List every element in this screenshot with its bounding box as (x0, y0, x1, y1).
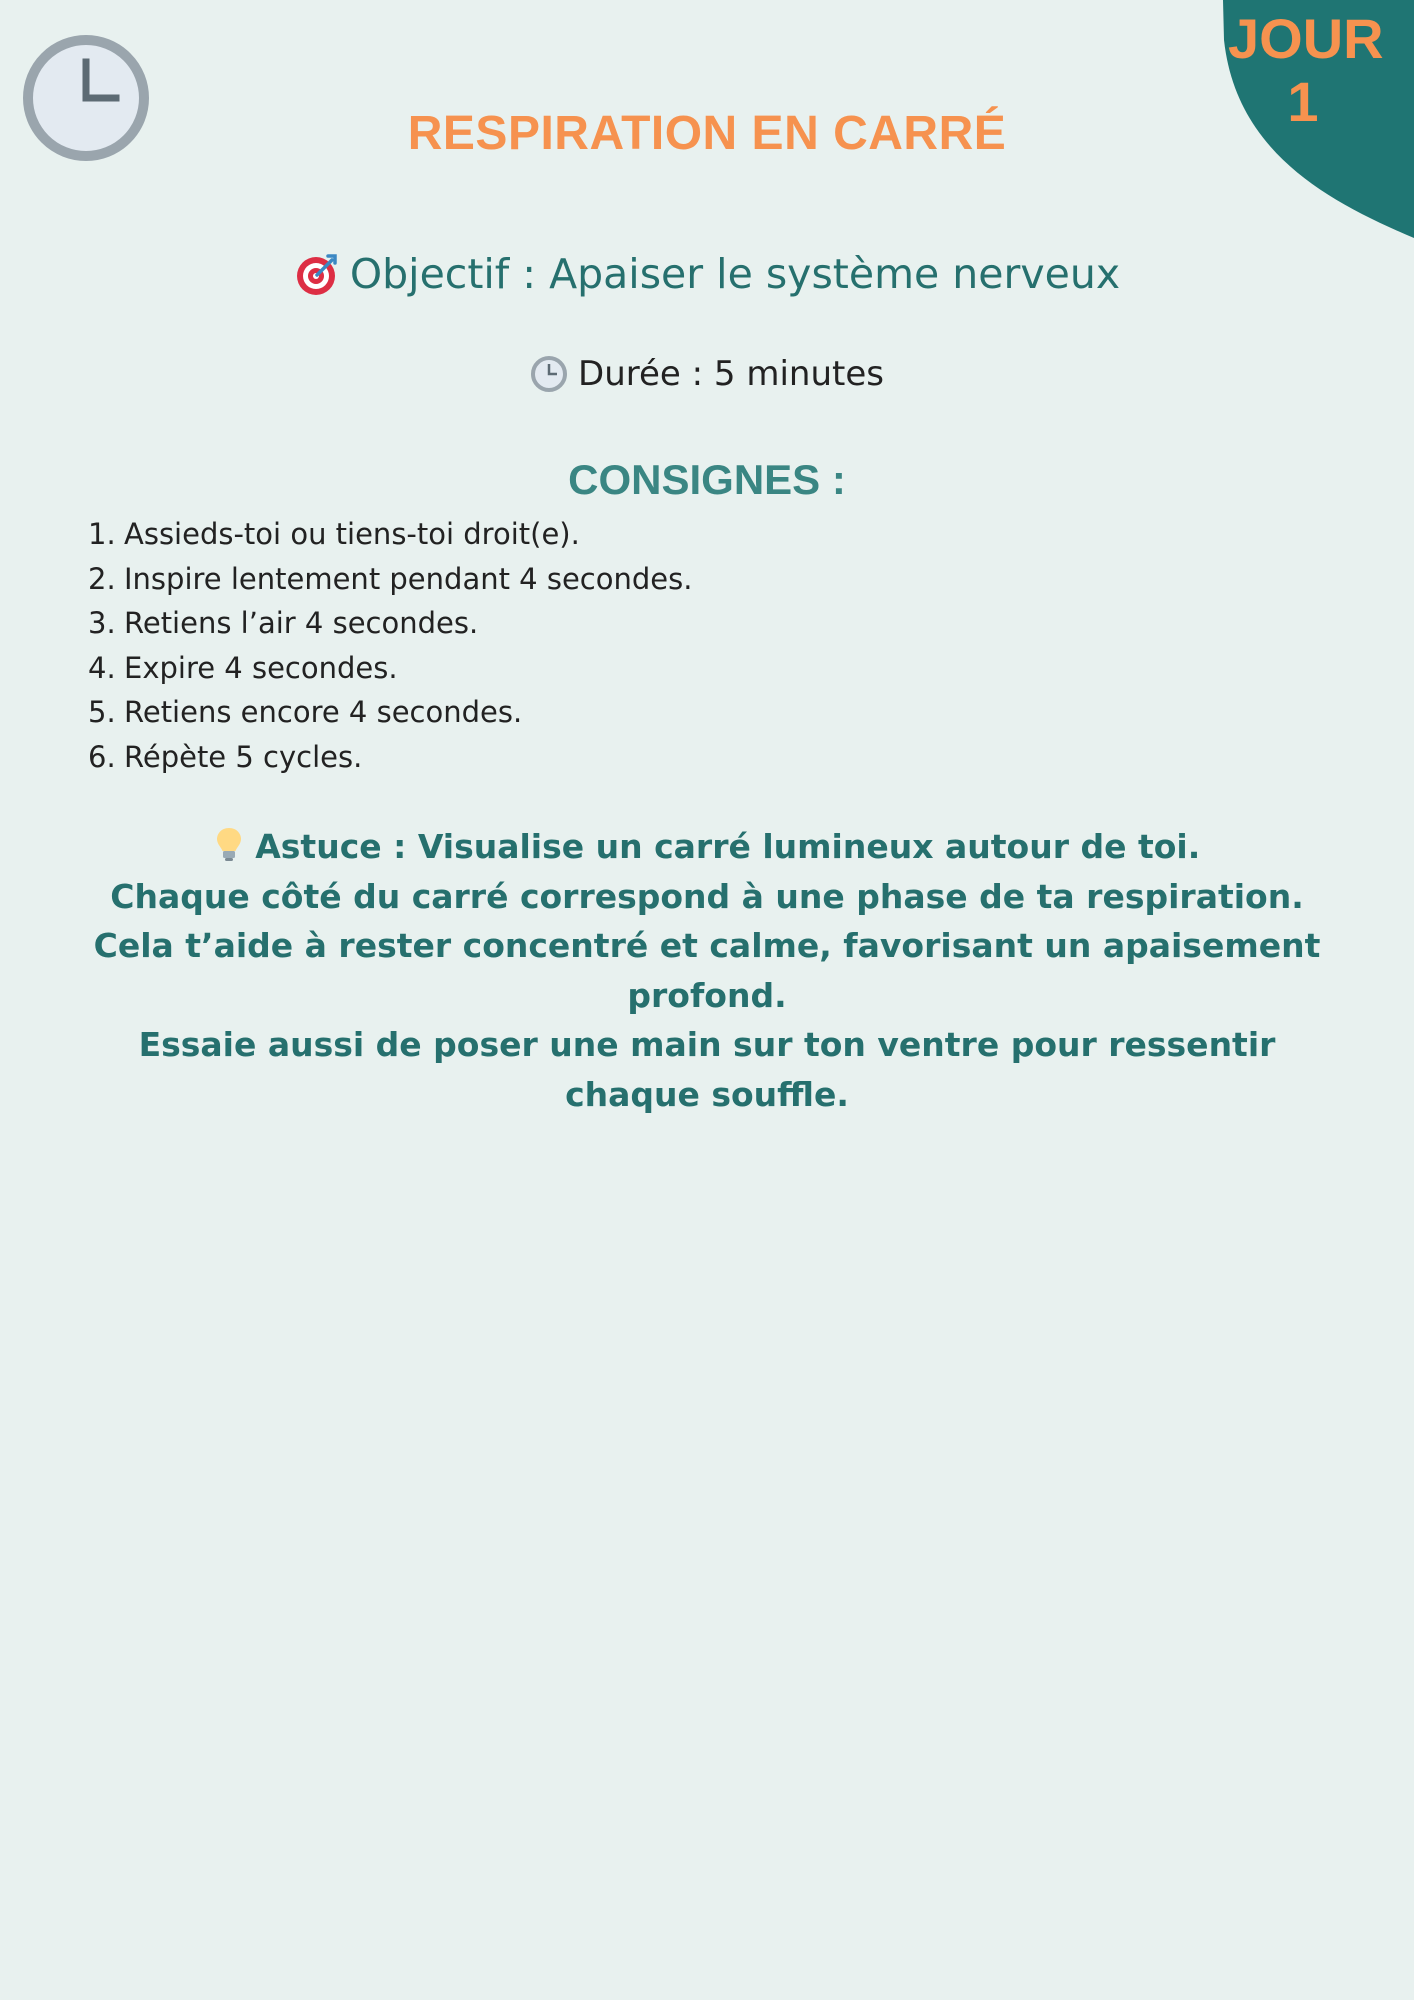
instructions-heading: CONSIGNES : (568, 456, 846, 503)
day-badge-number: 1 (1287, 69, 1319, 133)
list-item: 2. Inspire lentement pendant 4 secondes. (88, 561, 693, 596)
duration-text: Durée : 5 minutes (578, 354, 884, 394)
duration-line (0, 354, 1414, 394)
tip-line-2: Chaque côté du carré correspond à une phase de ta respiration. (110, 876, 1304, 916)
list-item: 6. Répète 5 cycles. (88, 739, 363, 774)
tip-line-3: Cela t’aide à rester concentré et calme, favorisant un apaisement profond. (93, 926, 1321, 1015)
instructions-list (88, 512, 692, 779)
day-badge-word: JOUR (1228, 7, 1384, 70)
list-item: 5. Retiens encore 4 secondes. (88, 695, 523, 729)
tip-block (90, 822, 1324, 1119)
objective-text: Objectif : Apaiser le système nerveux (349, 250, 1121, 298)
list-item: 4. Expire 4 secondes. (88, 650, 398, 685)
target-icon (294, 251, 340, 297)
list-item: 1. Assieds-toi ou tiens-toi droit(e). (88, 517, 580, 551)
lightbulb-icon (214, 826, 244, 862)
tip-line-1 (90, 822, 1324, 872)
list-item: 3. Retiens l’air 4 secondes. (88, 606, 479, 640)
objective-line (0, 250, 1414, 298)
tip-text-1: Astuce : Visualise un carré lumineux autour de toi. (255, 827, 1201, 866)
page-title: RESPIRATION EN CARRÉ (407, 107, 1007, 160)
clock-small-icon (530, 355, 568, 393)
tip-line-4: Essaie aussi de poser une main sur ton ventre pour ressentir chaque souffle. (138, 1025, 1276, 1114)
